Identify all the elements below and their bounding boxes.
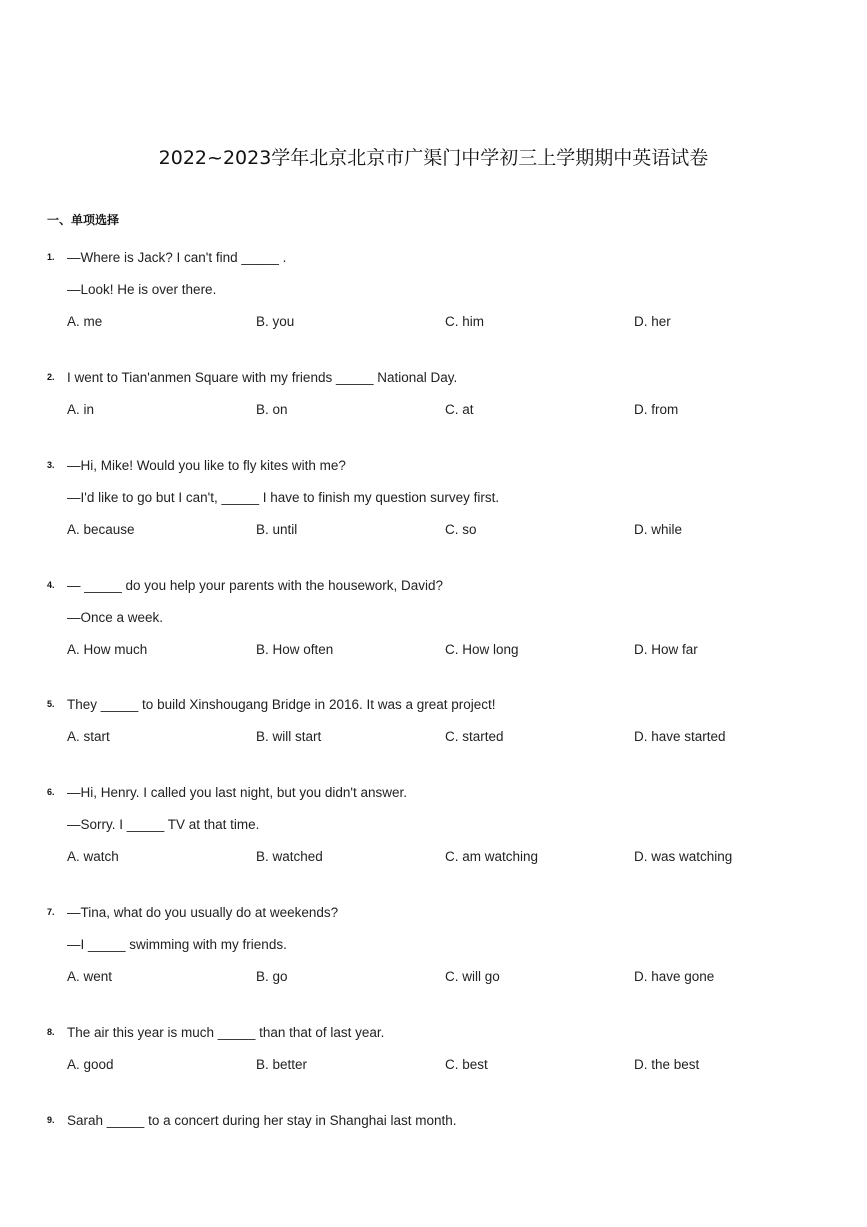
question-text-line: — _____ do you help your parents with the housework, David? [67, 578, 443, 593]
question-text-line: —I'd like to go but I can't, _____ I have to finish my question survey first. [67, 490, 500, 505]
answer-option[interactable]: C. so [445, 522, 477, 537]
question-text-line: —Hi, Mike! Would you like to fly kites with me? [67, 458, 346, 473]
answer-option[interactable]: A. watch [67, 849, 119, 864]
answer-option[interactable]: C. How long [445, 642, 519, 657]
answer-option[interactable]: B. How often [256, 642, 334, 657]
answer-option[interactable]: A. because [67, 522, 135, 537]
answer-option[interactable]: C. will go [445, 969, 500, 984]
answer-option[interactable]: B. on [256, 402, 288, 417]
answer-option[interactable]: D. have gone [634, 969, 715, 984]
question-text-line: —Where is Jack? I can't find _____ . [67, 250, 287, 265]
answer-option[interactable]: D. the best [634, 1057, 700, 1072]
question-text-line: —Tina, what do you usually do at weekends? [67, 905, 339, 920]
answer-option[interactable]: A. in [67, 402, 95, 417]
answer-option[interactable]: C. best [445, 1057, 488, 1072]
answer-option[interactable]: B. go [256, 969, 288, 984]
question-number: 9. [47, 1115, 55, 1125]
question-text-line: —Once a week. [67, 610, 164, 625]
question-text-line: I went to Tian'anmen Square with my friends _____ National Day. [67, 370, 458, 385]
answer-option[interactable]: D. was watching [634, 849, 733, 864]
question-text-line: —Hi, Henry. I called you last night, but you didn't answer. [67, 785, 407, 800]
answer-option[interactable]: D. How far [634, 642, 698, 657]
question-text-line: The air this year is much _____ than that of last year. [67, 1025, 385, 1040]
section-heading: 一、单项选择 [47, 213, 120, 227]
answer-option[interactable]: C. am watching [445, 849, 539, 864]
answer-option[interactable]: B. better [256, 1057, 308, 1072]
answer-option[interactable]: D. from [634, 402, 679, 417]
question-number: 1. [47, 252, 55, 262]
answer-option[interactable]: B. watched [256, 849, 323, 864]
answer-option[interactable]: B. you [256, 314, 295, 329]
question-number: 6. [47, 787, 55, 797]
page-title: 2022~2023学年北京北京市广渠门中学初三上学期期中英语试卷 [158, 147, 709, 169]
answer-option[interactable]: C. him [445, 314, 485, 329]
answer-option[interactable]: A. How much [67, 642, 148, 657]
answer-option[interactable]: D. have started [634, 729, 726, 744]
answer-option[interactable]: A. good [67, 1057, 114, 1072]
question-number: 7. [47, 907, 55, 917]
question-text-line: —Sorry. I _____ TV at that time. [67, 817, 260, 832]
question-number: 4. [47, 580, 55, 590]
question-number: 2. [47, 372, 55, 382]
answer-option[interactable]: A. start [67, 729, 110, 744]
question-text-line: —Look! He is over there. [67, 282, 217, 297]
question-number: 8. [47, 1027, 55, 1037]
answer-option[interactable]: C. started [445, 729, 504, 744]
answer-option[interactable]: D. her [634, 314, 671, 329]
question-number: 5. [47, 699, 55, 709]
answer-option[interactable]: C. at [445, 402, 474, 417]
answer-option[interactable]: D. while [634, 522, 683, 537]
answer-option[interactable]: A. me [67, 314, 103, 329]
question-number: 3. [47, 460, 55, 470]
question-text-line: They _____ to build Xinshougang Bridge in 2016. It was a great project! [67, 697, 496, 712]
question-text-line: —I _____ swimming with my friends. [67, 937, 287, 952]
answer-option[interactable]: A. went [67, 969, 113, 984]
answer-option[interactable]: B. until [256, 522, 298, 537]
question-text-line: Sarah _____ to a concert during her stay in Shanghai last month. [67, 1113, 457, 1128]
answer-option[interactable]: B. will start [256, 729, 322, 744]
